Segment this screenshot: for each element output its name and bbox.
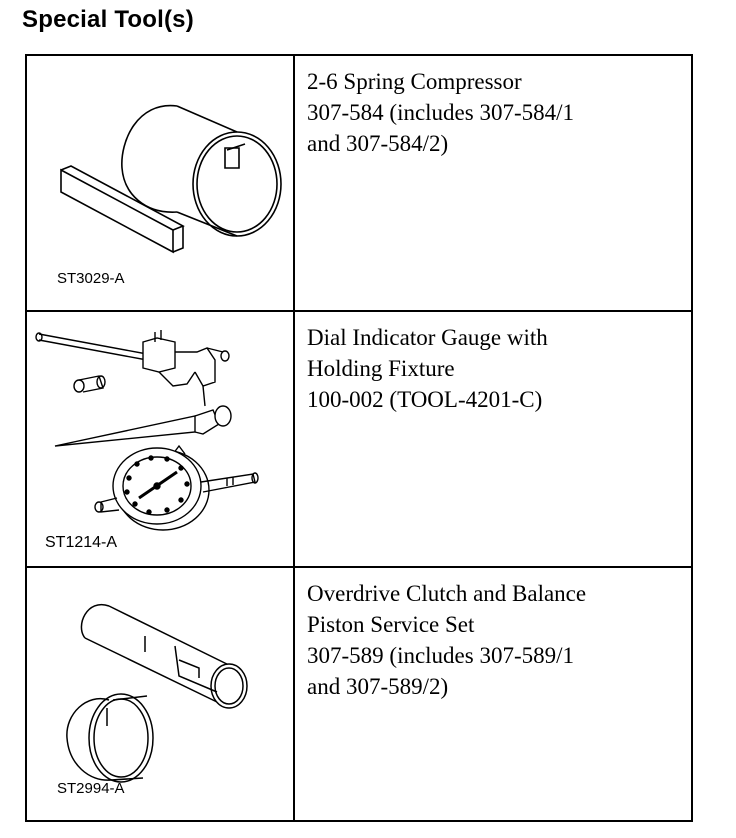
- description-line: Piston Service Set: [307, 612, 475, 637]
- tool-image-cell: [27, 312, 295, 568]
- figure-code: ST1214-A: [45, 534, 118, 551]
- description-line: 307-589 (includes 307-589/1: [307, 643, 575, 668]
- description-line: 100-002 (TOOL-4201-C): [307, 387, 543, 412]
- tool-description-cell: [295, 312, 691, 568]
- figure-code: ST3029-A: [57, 270, 125, 287]
- description-line: Overdrive Clutch and Balance: [307, 581, 587, 606]
- description-line: 307-584 (includes 307-584/1: [307, 100, 575, 125]
- description-line: and 307-589/2): [307, 674, 449, 699]
- description-line: and 307-584/2): [307, 131, 449, 156]
- page-title: Special Tool(s): [22, 6, 194, 33]
- dial-indicator-icon: [27, 312, 293, 566]
- tool-description-cell: [295, 568, 691, 820]
- tool-image-cell: [27, 56, 295, 312]
- description-line: Holding Fixture: [307, 356, 455, 381]
- tool-description: [307, 66, 683, 159]
- description-line: Dial Indicator Gauge with: [307, 325, 548, 350]
- tool-description: [307, 578, 683, 702]
- figure-code: ST2994-A: [57, 780, 125, 797]
- description-line: 2-6 Spring Compressor: [307, 69, 522, 94]
- special-tools-table: [25, 54, 693, 822]
- tool-image-cell: [27, 568, 295, 820]
- tool-description-cell: [295, 56, 691, 312]
- tool-description: [307, 322, 683, 415]
